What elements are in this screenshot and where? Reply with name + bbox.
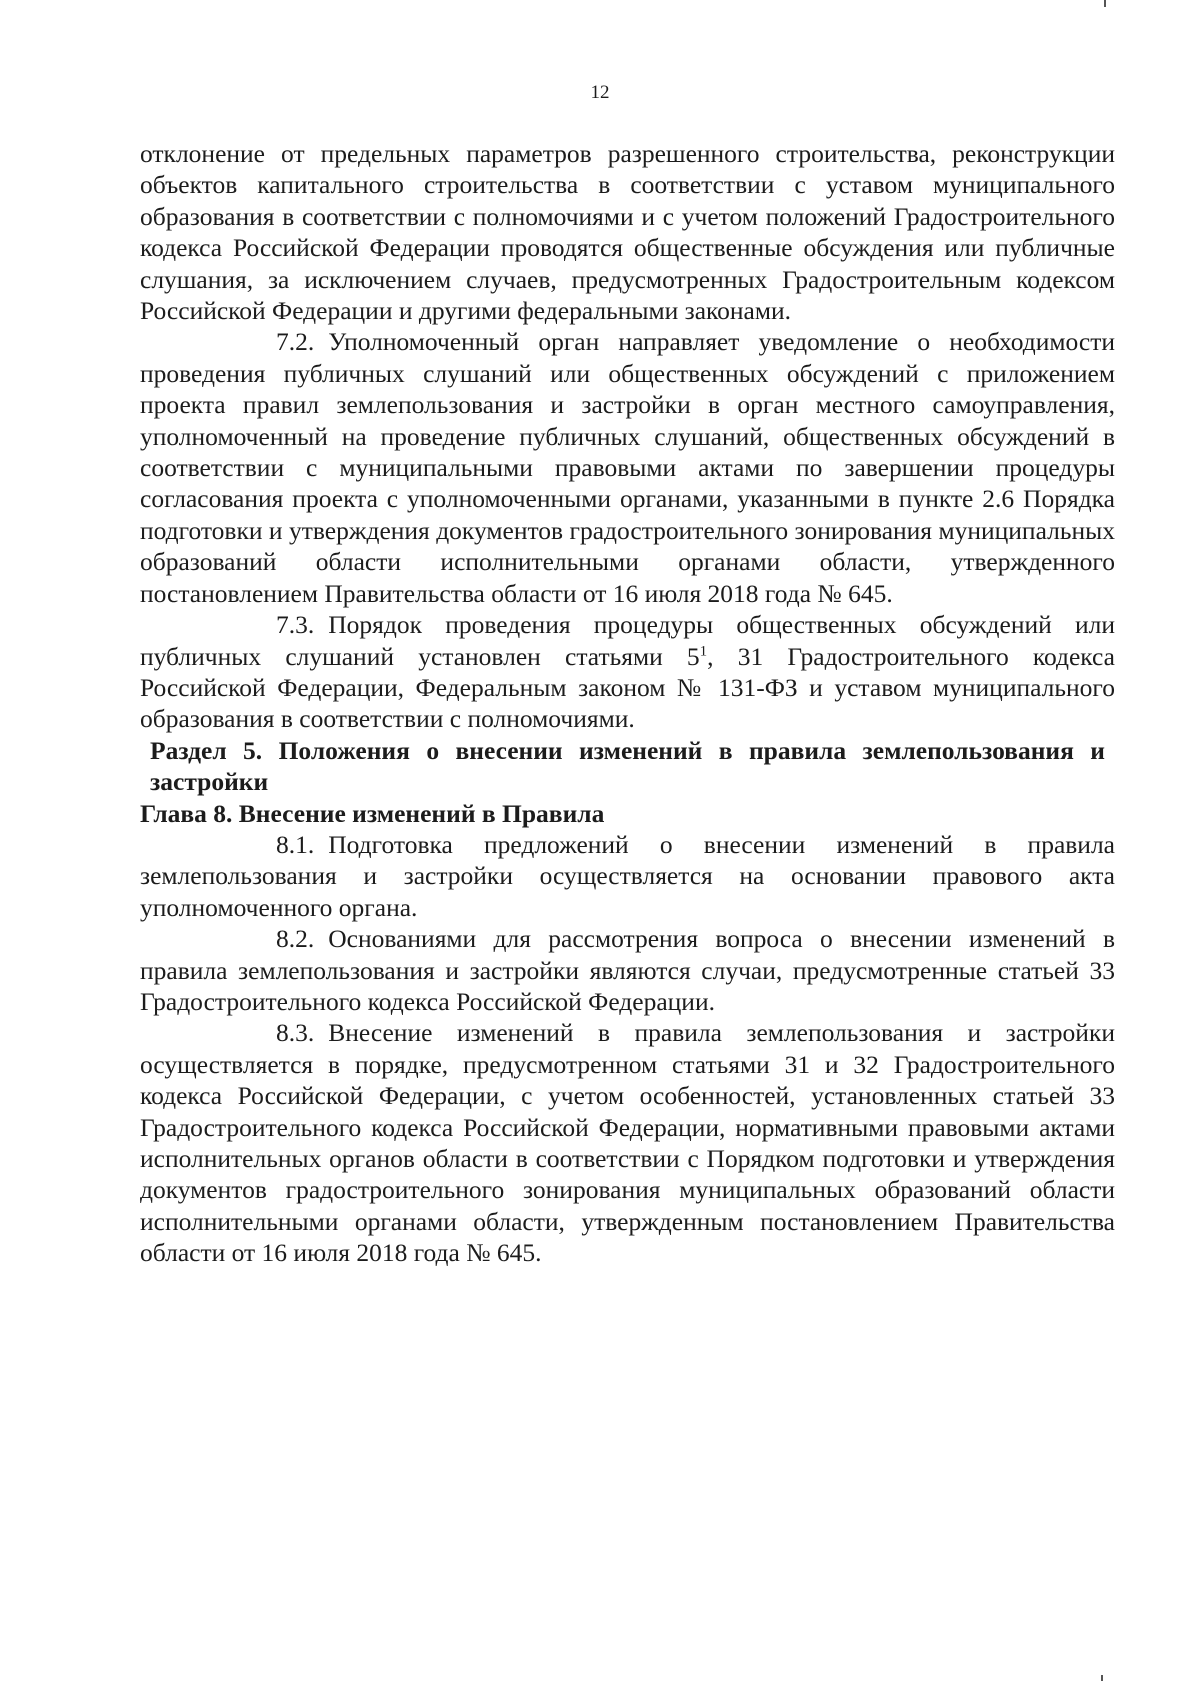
clause-number: 8.1. — [276, 829, 315, 859]
clause-number: 8.3. — [276, 1018, 315, 1048]
clause-text: Основаниями для рассмотрения вопроса о внесении изменений в правила землепользования и застройки являются случаи, предусмотренные статьей 33 Градостроительного кодекса Российской Федерации. — [140, 924, 1115, 1016]
chapter-title: Глава 8. Внесение изменений в Правила — [140, 798, 605, 828]
clause-number: 8.2. — [276, 924, 315, 954]
clause-8-1 — [140, 829, 1115, 923]
page-number: 12 — [590, 82, 610, 103]
superscript: 1 — [699, 643, 708, 659]
clause-text-continued: , 31 Градостроительного кодекса Российской Федерации, Федеральным законом № 131-ФЗ и уставом муниципального образования в соответствии с полномочиями. — [140, 641, 1115, 734]
clause-7-3 — [140, 609, 1115, 735]
section-title: Раздел 5. Положения о внесении изменений в правила землепользования и застройки — [150, 735, 1105, 797]
clause-8-2 — [140, 923, 1115, 1017]
clause-text: Внесение изменений в правила землепользования и застройки осуществляется в порядке, предусмотренном статьями 31 и 32 Градостроительного кодекса Российской Федерации, с учетом особенностей, установленных статьей 33 Градостроительного кодекса Российской Федерации, нормативными правовыми актами исполнительных органов области в соответствии с Порядком подготовки и утверждения документов градостроительного зонирования муниципальных образований области исполнительными органами области, утвержденным постановлением Правительства области от 16 июля 2018 года № 645. — [140, 1018, 1115, 1268]
scan-mark-top-right — [1104, 0, 1106, 7]
clause-text: Уполномоченный орган направляет уведомление о необходимости проведения публичных слушаний или общественных обсуждений с приложением проекта правил землепользования и застройки в орган местного самоуправления, уполномоченный на проведение публичных слушаний, общественных обсуждений в соответствии с муниципальными правовыми актами по завершении процедуры согласования проекта с уполномоченными органами, указанными в пункте 2.6 Порядка подготовки и утверждения документов градостроительного зонирования муниципальных образований области исполнительными органами области, утвержденного постановлением Правительства области от 16 июля 2018 года № 645. — [140, 327, 1115, 608]
document-body — [140, 138, 1115, 1269]
clause-text: Подготовка предложений о внесении изменений в правила землепользования и застройки осуществляется на основании правового акта уполномоченного органа. — [140, 829, 1115, 922]
paragraph-continuation: отклонение от предельных параметров разрешенного строительства, реконструкции объектов капитального строительства в соответствии с уставом муниципального образования в соответствии с полномочиями и с учетом положений Градостроительного кодекса Российской Федерации проводятся общественные обсуждения или публичные слушания, за исключением случаев, предусмотренных Градостроительным кодексом Российской Федерации и другими федеральными законами. — [140, 139, 1115, 326]
clause-7-2 — [140, 326, 1115, 609]
scan-mark-bottom-right — [1101, 1675, 1103, 1681]
clause-number: 7.2. — [276, 327, 315, 357]
clause-number: 7.3. — [276, 610, 315, 640]
clause-text: Порядок проведения процедуры общественных обсуждений или публичных слушаний установлен статьями 5 — [140, 610, 1115, 671]
clause-8-3 — [140, 1017, 1115, 1268]
